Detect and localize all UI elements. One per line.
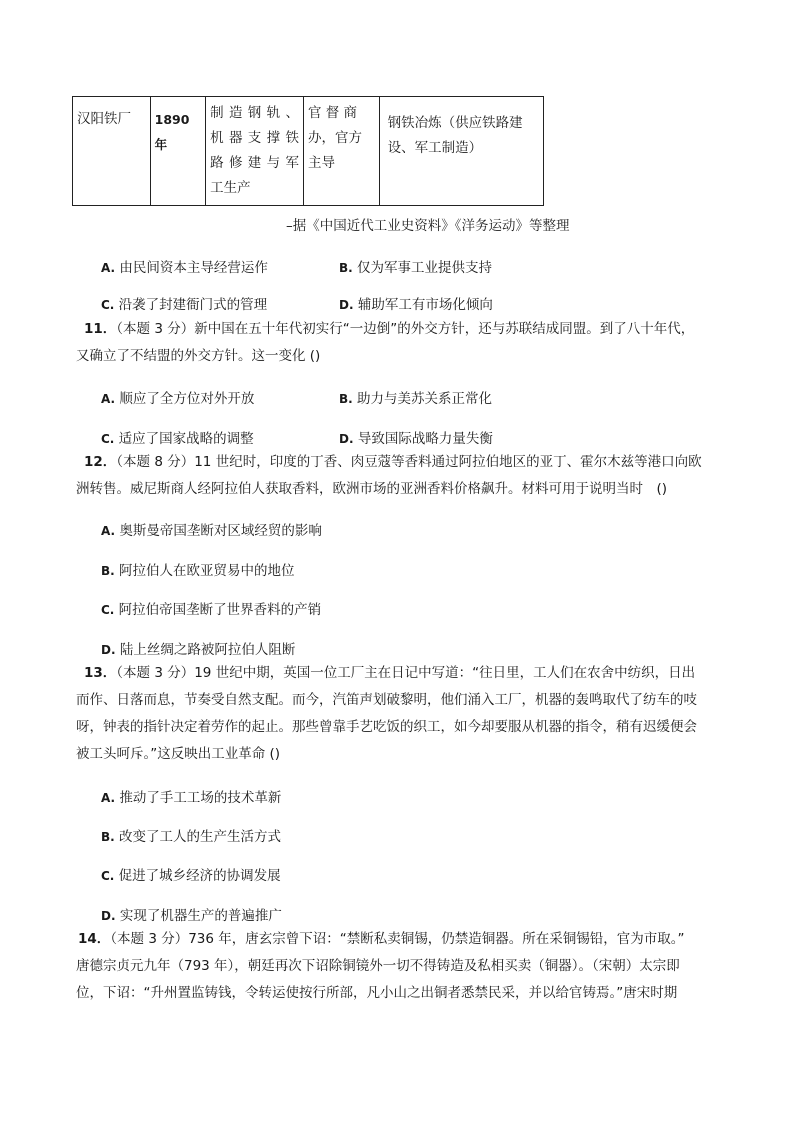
products-line: 设、军工制造） [387, 140, 483, 156]
mode-line: 主导 [307, 155, 335, 171]
enterprise-name-cell: 汉阳铁厂 [73, 97, 151, 206]
option-text: 助力与美苏关系正常化 [357, 391, 493, 407]
founding-year-cell: 1890 年 [150, 97, 205, 206]
option-text: 陆上丝绸之路被阿拉伯人阻断 [119, 642, 296, 658]
purpose-line: 机器支撑铁 [210, 130, 299, 146]
q12-option-c[interactable]: C. 阿拉伯帝国垄断了世界香料的产销 [101, 602, 322, 618]
option-text: 改变了工人的生产生活方式 [119, 829, 282, 845]
question-text: （本题 3 分）新中国在五十年代初实行“一边倒”的外交方针，还与苏联结成同盟。到了八十年代， [116, 321, 695, 337]
q12-option-d[interactable]: D. 陆上丝绸之路被阿拉伯人阻断 [101, 642, 296, 658]
question-text: 位，下诏：“升州置监铸钱，令转运使按行所部，凡小山之出铜者悉禁民采，并以给官铸焉。”唐宋时期 [76, 985, 678, 1001]
products-cell [379, 97, 543, 206]
question-number: 12． [84, 454, 117, 470]
question-14 [76, 926, 726, 1007]
q13-option-c[interactable]: C. 促进了城乡经济的协调发展 [101, 868, 281, 884]
q11-option-a[interactable]: A. 顺应了全方位对外开放 [101, 391, 255, 407]
question-text: 又确立了不结盟的外交方针。这一变化 () [76, 348, 321, 364]
question-number: 14． [78, 931, 111, 947]
enterprise-table [72, 96, 544, 206]
products-line: 钢铁冶炼（供应铁路建 [387, 115, 523, 131]
purpose-cell [206, 97, 304, 206]
q11-option-c[interactable]: C. 适应了国家战略的调整 [101, 431, 254, 447]
q11-option-d[interactable]: D. 导致国际战略力量失衡 [339, 431, 493, 447]
question-text: 被工头呵斥。”这反映出工业革命 () [76, 746, 281, 762]
option-text: 阿拉伯人在欧亚贸易中的地位 [119, 563, 295, 579]
option-text: 辅助军工有市场化倾向 [357, 297, 493, 313]
q12-option-a[interactable]: A. 奥斯曼帝国垄断对区域经贸的影响 [101, 523, 322, 539]
option-text: 顺应了全方位对外开放 [119, 391, 255, 407]
purpose-line: 路修建与军 [210, 155, 299, 171]
question-number: 13． [84, 665, 117, 681]
option-text: 由民间资本主导经营运作 [119, 260, 268, 276]
mode-line: 官 督 商 [307, 105, 358, 121]
question-text: 唐德宗贞元九年（793 年），朝廷再次下诏除铜镜外一切不得铸造及私相买卖（铜器）。（宋朝）太宗即 [76, 958, 680, 974]
question-text: （本题 8 分）11 世纪时，印度的丁香、肉豆蔻等香料通过阿拉伯地区的亚丁、霍尔木兹等港口向欧 [116, 454, 702, 470]
question-11 [76, 316, 726, 370]
option-text: 适应了国家战略的调整 [118, 431, 254, 447]
question-13 [76, 660, 726, 768]
option-text: 促进了城乡经济的协调发展 [118, 868, 281, 884]
mode-line: 办，官方 [307, 130, 362, 146]
option-text: 沿袭了封建衙门式的管理 [118, 297, 268, 313]
q13-option-d[interactable]: D. 实现了机器生产的普遍推广 [101, 908, 282, 924]
q10-option-a[interactable]: A. 由民间资本主导经营运作 [101, 260, 268, 276]
q13-option-b[interactable]: B. 改变了工人的生产生活方式 [101, 829, 282, 845]
purpose-line: 制造钢轨、 [210, 105, 299, 121]
q13-option-a[interactable]: A. 推动了手工工场的技术革新 [101, 790, 282, 806]
q10-option-b[interactable]: B. 仅为军事工业提供支持 [339, 260, 493, 276]
option-text: 阿拉伯帝国垄断了世界香料的产销 [118, 602, 322, 618]
option-text: 导致国际战略力量失衡 [357, 431, 493, 447]
option-text: 实现了机器生产的普遍推广 [119, 908, 282, 924]
table-source-note: –据《中国近代工业史资料》《洋务运动》等整理 [286, 218, 570, 234]
question-text: （本题 3 分）19 世纪中期，英国一位工厂主在日记中写道：“往日里，工人们在农舍中纺织，日出 [116, 665, 696, 681]
question-text: 呀，钟表的指针决定着劳作的起止。那些曾靠手艺吃饭的织工，如今却要服从机器的指令，稍有迟缓便会 [76, 719, 697, 735]
option-text: 推动了手工工场的技术革新 [119, 790, 282, 806]
q11-option-b[interactable]: B. 助力与美苏关系正常化 [339, 391, 493, 407]
q12-option-b[interactable]: B. 阿拉伯人在欧亚贸易中的地位 [101, 563, 295, 579]
table-row [73, 97, 544, 206]
question-text: 而作、日落而息，节奏受自然支配。而今，汽笛声划破黎明，他们涌入工厂，机器的轰鸣取代了纺车的吱 [76, 692, 697, 708]
q10-option-c[interactable]: C. 沿袭了封建衙门式的管理 [101, 297, 268, 313]
purpose-line: 工生产 [210, 180, 251, 196]
q10-option-d[interactable]: D. 辅助军工有市场化倾向 [339, 297, 493, 313]
option-text: 奥斯曼帝国垄断对区域经贸的影响 [119, 523, 322, 539]
option-text: 仅为军事工业提供支持 [357, 260, 493, 276]
question-text: （本题 3 分）736 年，唐玄宗曾下诏：“禁断私卖铜锡，仍禁造铜器。所在采铜锡铅，官为市取。” [110, 931, 685, 947]
question-number: 11． [84, 321, 117, 337]
management-mode-cell [303, 97, 379, 206]
question-text: 洲转售。威尼斯商人经阿拉伯人获取香料，欧洲市场的亚洲香料价格飙升。材料可用于说明当时 () [76, 481, 668, 497]
question-12 [76, 449, 726, 503]
